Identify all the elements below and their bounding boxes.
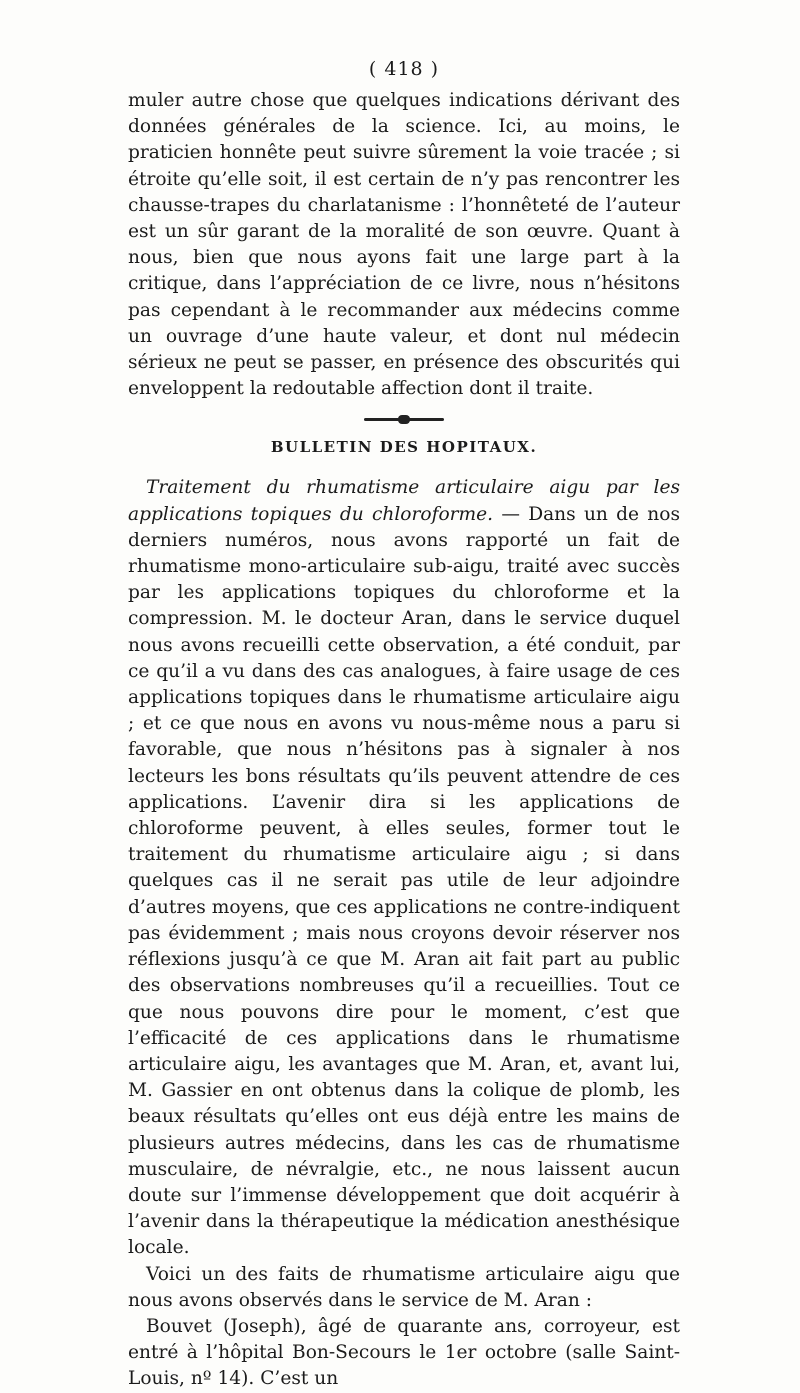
intro-paragraph: muler autre chose que quelques indications dérivant des données générales de la science. Ici, au moins, le praticien honnête peut suivre sûrement la voie tracée ; si étroite qu’elle soit, il est certain de n’y pas rencontrer les chausse-trapes du charlatanisme : l’honnêteté de l’auteur est un sûr garant de la moralité de son œuvre. Quant à nous, bien que nous ayons fait une large part à la critique, dans l’appréciation de ce livre, nous n’hésitons pas cependant à le recommander aux médecins comme un ouvrage d’une haute valeur, et dont nul médecin sérieux ne peut se passer, en présence des obscurités qui enveloppent la redoutable affection dont il traite. bbox=[128, 90, 680, 400]
article-paragraph bbox=[128, 475, 680, 1261]
section-title: BULLETIN DES HOPITAUX. bbox=[270, 438, 538, 457]
paragraph-3: Bouvet (Joseph), âgé de quarante ans, corroyeur, est entré à l’hôpital Bon-Secours le 1er octobre (salle Saint-Louis, nº 14). C’est un bbox=[128, 1315, 680, 1390]
page bbox=[128, 58, 680, 1393]
article-dash: — bbox=[493, 503, 529, 525]
article-title: Traitement du rhumatisme articulaire aigu par les applications topiques du chloroforme. bbox=[128, 477, 680, 525]
page-number: ( 418 ) bbox=[368, 58, 440, 80]
article-body: Dans un de nos derniers numéros, nous avons rapporté un fait de rhumatisme mono-articulaire sub-aigu, traité avec succès par les applications topiques du chloroforme et la compression. M. le docteur Aran, dans le service duquel nous avons recueilli cette observation, a été conduit, par ce qu’il a vu dans des cas analogues, à faire usage de ces applications topiques dans le rhumatisme articulaire aigu ; et ce que nous en avons vu nous-même nous a paru si favorable, que nous n’hésitons pas à signaler à nos lecteurs les bons résultats qu’ils peuvent attendre de ces applications. L’avenir dira si les applications de chloroforme peuvent, à elles seules, former tout le traitement du rhumatisme articulaire aigu ; si dans quelques cas il ne serait pas utile de leur adjoindre d’autres moyens, que ces applications ne contre-indiquent pas évidemment ; mais nous croyons devoir réserver nos réflexions jusqu’à ce que M. Aran ait fait part au public des observations nombreuses qu’il a recueillies. Tout ce que nous pouvons dire pour le moment, c’est que l’efficacité de ces applications dans le rhumatisme articulaire aigu, les avantages que M. Aran, et, avant lui, M. Gassier en ont obtenus dans la colique de plomb, les beaux résultats qu’elles ont eus déjà entre les mains de plusieurs autres médecins, dans les cas de rhumatisme musculaire, de névralgie, etc., ne nous laissent aucun doute sur l’immense développement que doit acquérir à l’avenir dans la thérapeutique la médication anesthésique locale. bbox=[128, 503, 680, 1259]
paragraph-2: Voici un des faits de rhumatisme articulaire aigu que nous avons observés dans le service de M. Aran : bbox=[128, 1263, 680, 1311]
ornamental-separator bbox=[364, 418, 444, 421]
